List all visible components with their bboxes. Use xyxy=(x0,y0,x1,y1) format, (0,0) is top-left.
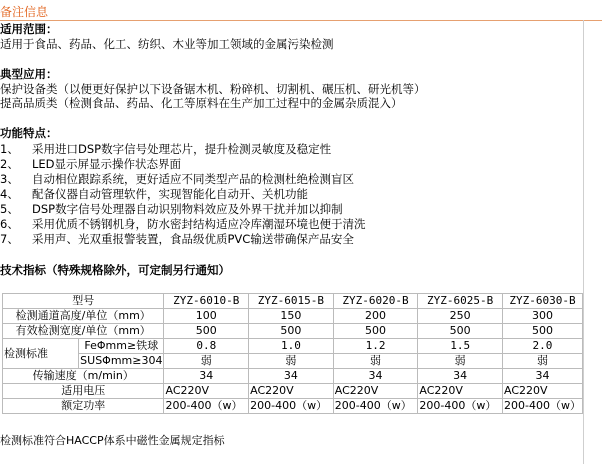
table-row xyxy=(3,339,583,354)
fe-cell: 1.2 xyxy=(333,339,418,354)
feature-text: 采用进口DSP数字信号处理芯片，提升检测灵敏度及稳定性 xyxy=(32,142,332,156)
feature-text: 自动相位跟踪系统，更好适应不同类型产品的检测杜绝检测盲区 xyxy=(32,172,354,186)
feature-text: 采用优质不锈钢机身，防水密封结构适应冷库潮湿环境也便于清洗 xyxy=(32,217,366,231)
model-label: 型号 xyxy=(3,294,164,309)
feature-number: 5、 xyxy=(0,202,19,216)
height-cell: 300 xyxy=(502,309,582,324)
feature-item xyxy=(0,232,354,246)
feature-item xyxy=(0,172,354,186)
feature-text: DSP数字信号处理器自动识别物料效应及外界干扰并加以抑制 xyxy=(32,202,343,216)
model-cell: ZYZ-6025-B xyxy=(418,294,503,309)
speed-cell: 34 xyxy=(418,369,503,384)
scope-text: 适用于食品、药品、化工、纺织、木业等加工领域的金属污染检测 xyxy=(0,37,334,51)
fe-cell: 2.0 xyxy=(502,339,582,354)
application-line: 保护设备类（以便更好保护以下设备锯木机、粉碎机、切割机、碾压机、研光机等） xyxy=(0,82,426,96)
model-cell: ZYZ-6015-B xyxy=(249,294,334,309)
height-cell: 250 xyxy=(418,309,503,324)
voltage-cell: AC220V xyxy=(333,384,418,399)
fe-cell: 0.8 xyxy=(164,339,249,354)
width-cell: 500 xyxy=(418,324,503,339)
model-cell: ZYZ-6020-B xyxy=(333,294,418,309)
section-title: 备注信息 xyxy=(0,5,49,19)
section-header xyxy=(0,0,602,21)
power-cell: 200-400（w） xyxy=(333,399,418,414)
feature-text: LED显示屏显示操作状态界面 xyxy=(32,157,182,171)
sus-cell: 弱 xyxy=(418,354,503,369)
speed-cell: 34 xyxy=(333,369,418,384)
sus-cell: 弱 xyxy=(333,354,418,369)
applications-heading: 典型应用： xyxy=(0,67,58,81)
application-line: 提高品质类（检测食品、药品、化工等原料在生产加工过程中的金属杂质混入） xyxy=(0,96,403,110)
feature-text: 配备仪器自动管理软件，实现智能化自动开、关机功能 xyxy=(32,187,308,201)
feature-item xyxy=(0,202,343,216)
spec-table xyxy=(2,293,583,414)
height-cell: 100 xyxy=(164,309,249,324)
feature-item xyxy=(0,142,331,156)
feature-item xyxy=(0,217,366,231)
width-cell: 500 xyxy=(164,324,249,339)
feature-number: 6、 xyxy=(0,217,19,231)
power-cell: 200-400（w） xyxy=(503,399,581,412)
model-cell: ZYZ-6010-B xyxy=(164,294,249,309)
width-cell: 500 xyxy=(502,324,582,339)
height-cell: 200 xyxy=(333,309,418,324)
fe-cell: 1.0 xyxy=(249,339,334,354)
power-cell: 200-400（w） xyxy=(164,399,249,414)
sus-cell: 弱 xyxy=(249,354,334,369)
table-row xyxy=(3,399,583,414)
feature-number: 2、 xyxy=(0,157,19,171)
sus-label: SUSΦmm≥304 xyxy=(80,354,163,367)
power-cell: 200-400（w） xyxy=(249,399,334,414)
table-row xyxy=(3,369,583,384)
table-row xyxy=(3,294,583,309)
width-cell: 500 xyxy=(249,324,334,339)
width-cell: 500 xyxy=(333,324,418,339)
table-row xyxy=(3,354,583,369)
content-border xyxy=(583,20,584,464)
speed-label: 传输速度（m/min） xyxy=(3,369,164,384)
table-row xyxy=(3,324,583,339)
features-heading: 功能特点： xyxy=(0,126,58,140)
fe-cell: 1.5 xyxy=(418,339,503,354)
voltage-label: 适用电压 xyxy=(3,384,164,399)
feature-number: 4、 xyxy=(0,187,19,201)
voltage-cell: AC220V xyxy=(164,384,249,399)
table-row xyxy=(3,384,583,399)
fe-label: FeΦmm≥铁球 xyxy=(79,339,164,354)
height-label: 检测通道高度/单位（mm） xyxy=(3,309,164,324)
speed-cell: 34 xyxy=(164,369,249,384)
power-label: 额定功率 xyxy=(3,399,164,414)
sus-cell: 弱 xyxy=(502,354,582,369)
feature-number: 1、 xyxy=(0,142,19,156)
width-label: 有效检测宽度/单位（mm） xyxy=(3,324,164,339)
voltage-cell: AC220V xyxy=(418,384,503,399)
sus-cell: 弱 xyxy=(164,354,249,369)
voltage-cell: AC220V xyxy=(502,384,582,399)
speed-cell: 34 xyxy=(249,369,334,384)
feature-text: 采用声、光双重报警装置，食品级优质PVC输送带确保产品安全 xyxy=(32,232,354,246)
specs-heading: 技术指标（特殊规格除外，可定制另行通知） xyxy=(0,263,230,277)
voltage-cell: AC220V xyxy=(249,384,334,399)
model-cell: ZYZ-6030-B xyxy=(502,294,582,309)
feature-number: 7、 xyxy=(0,232,19,246)
standard-label: 检测标准 xyxy=(3,339,79,369)
footer-note: 检测标准符合HACCP体系中磁性金属规定指标 xyxy=(0,434,225,447)
power-cell: 200-400（w） xyxy=(418,399,503,414)
speed-cell: 34 xyxy=(502,369,582,384)
feature-item xyxy=(0,157,181,171)
feature-item xyxy=(0,187,308,201)
table-row xyxy=(3,309,583,324)
height-cell: 150 xyxy=(249,309,334,324)
scope-heading: 适用范围： xyxy=(0,22,58,36)
feature-number: 3、 xyxy=(0,172,19,186)
